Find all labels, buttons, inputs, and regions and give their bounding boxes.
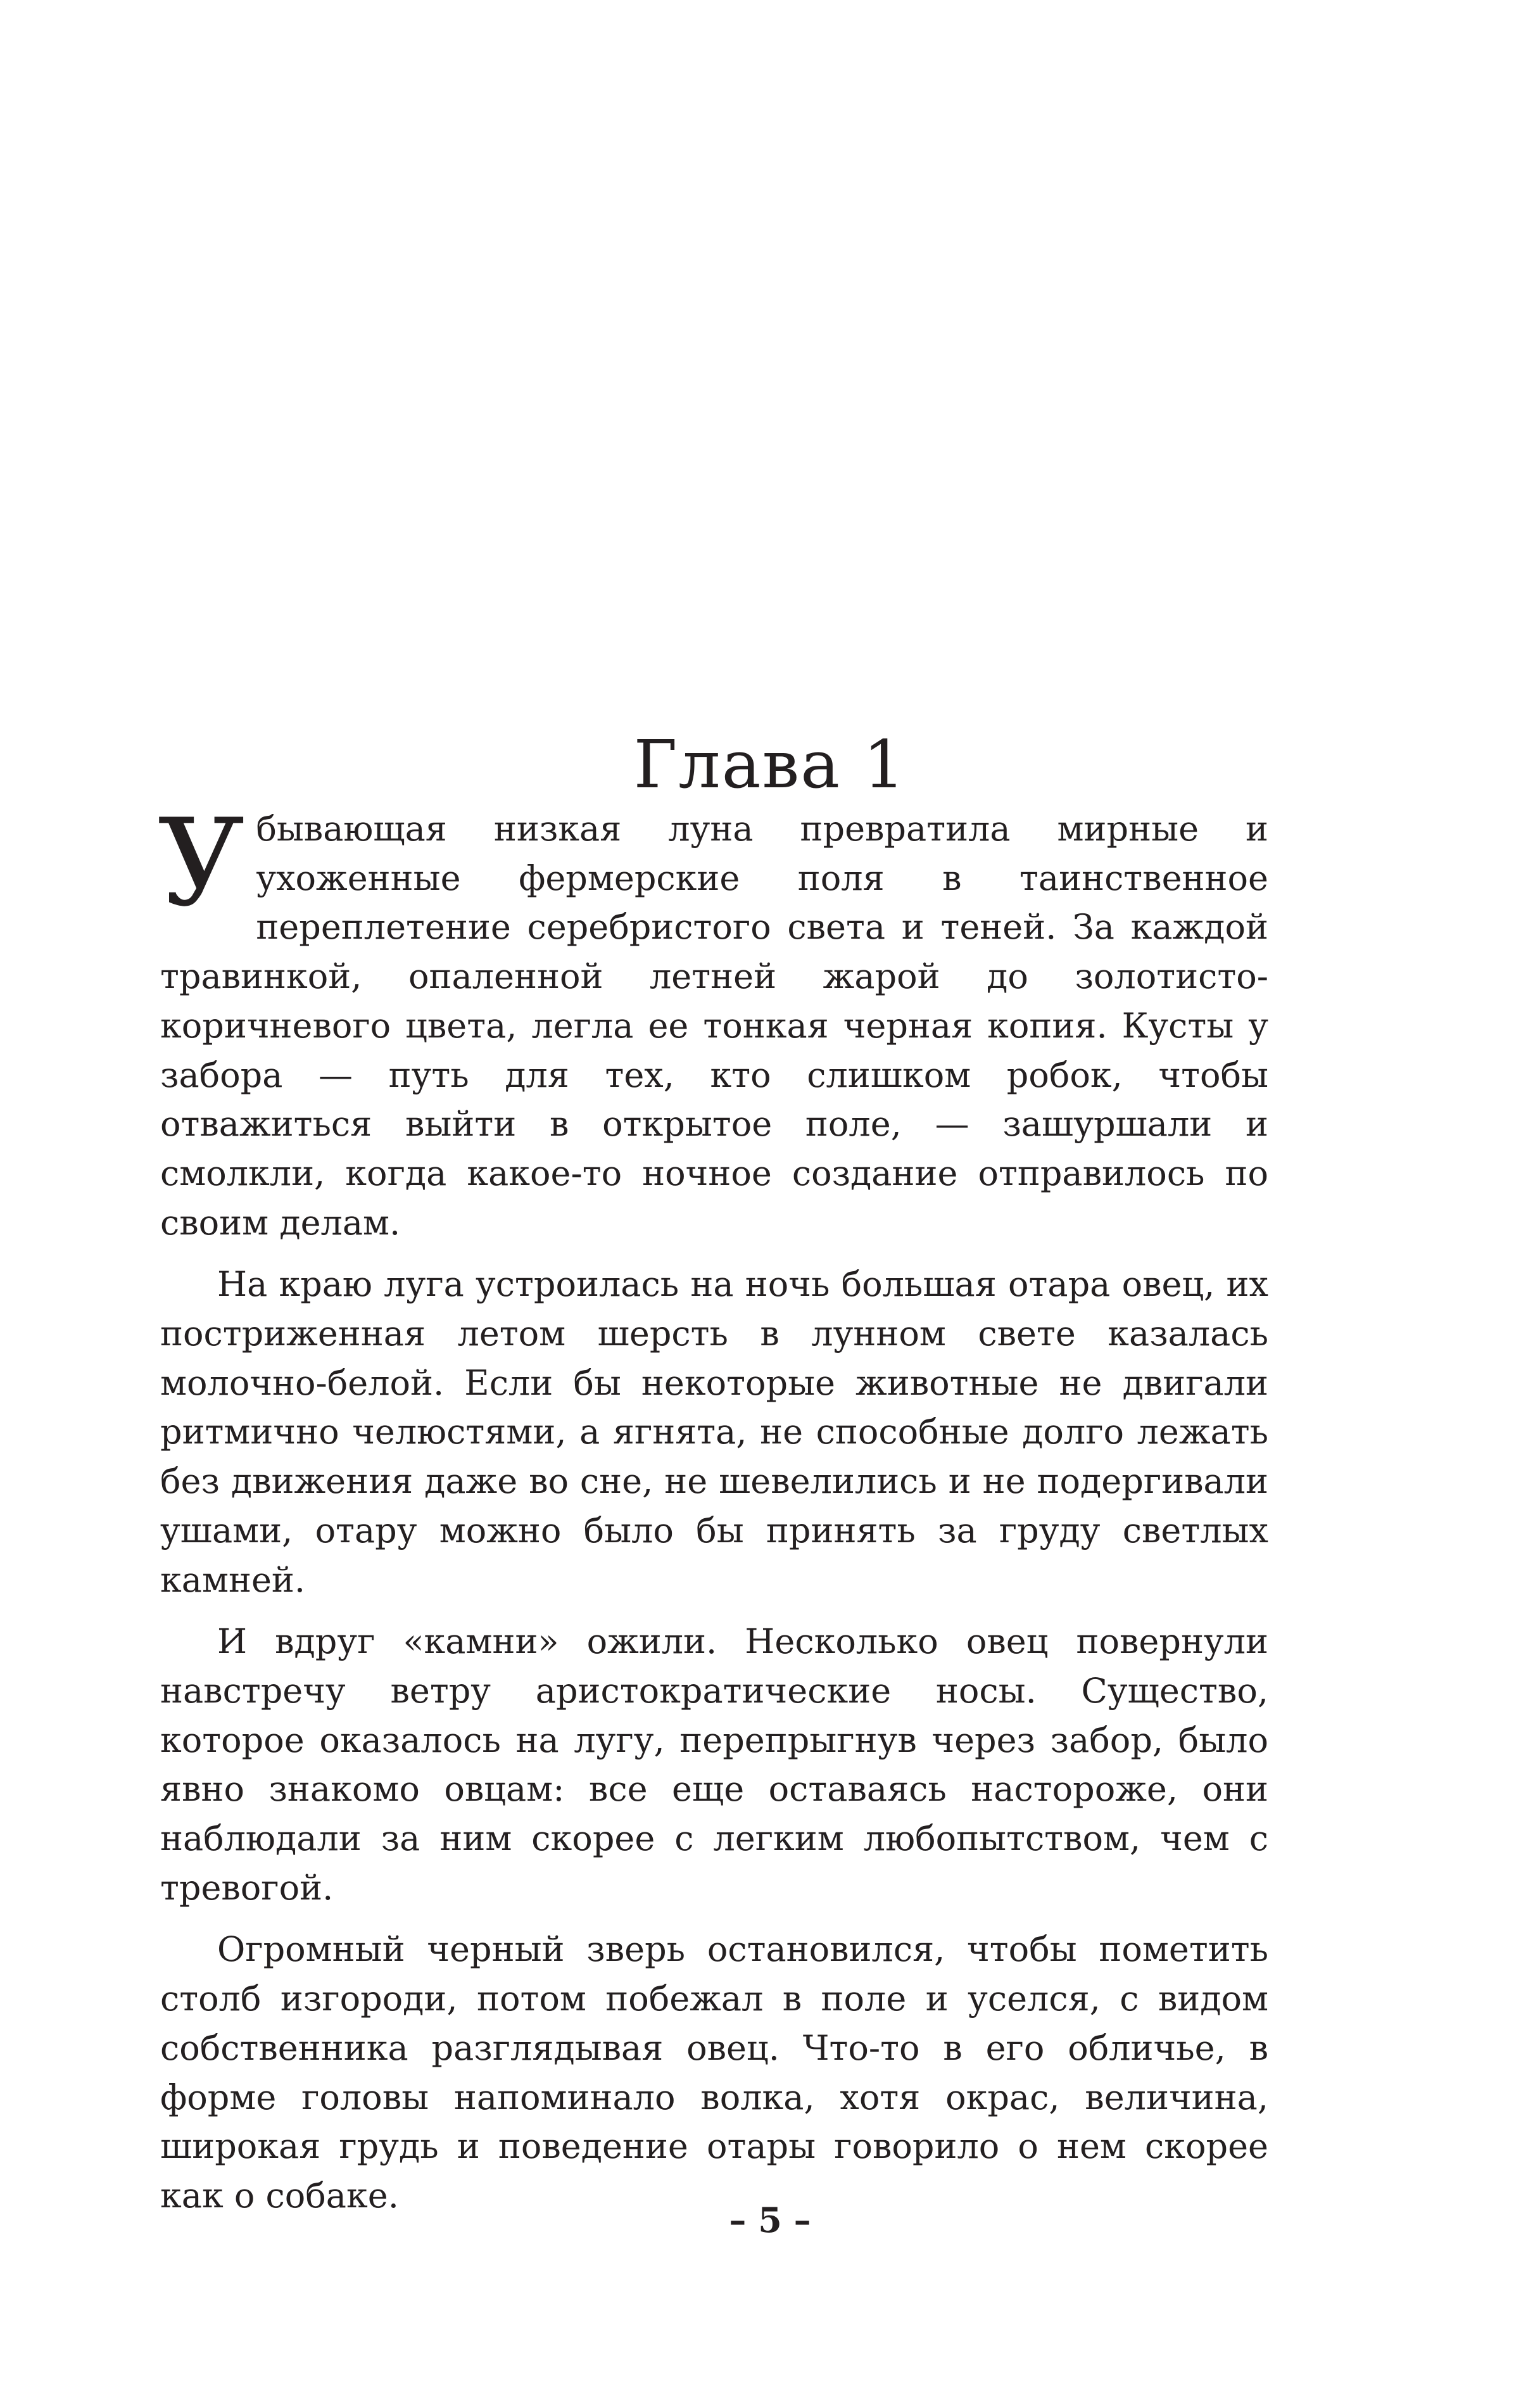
paragraph-2: На краю луга устроилась на ночь большая отара овец, их постриженная летом шерсть в лунном свете казалась молочно-белой. Если бы некоторые животные не двигали ритмично челюстями, а ягнята, не способные долго лежать без движения даже во сне, не шевелились и не подергивали ушами, отару можно было бы принять за груду светлых камней. xyxy=(160,1264,1268,1600)
paragraph-1-text: бывающая низкая луна превратила мирные и ухоженные фермерские поля в таинственное переплетение серебристого света и теней. За каждой травинкой, опаленной летней жарой до золотисто-коричневого цвета, легла ее тонкая черная копия. Кусты у забора — путь для тех, кто слишком робок, чтобы отважиться выйти в открытое поле, — зашуршали и смолкли, когда какое-то ночное создание отправилось по своим делам. xyxy=(160,809,1268,1243)
chapter-title: Глава 1 xyxy=(633,725,907,803)
paragraph-1 xyxy=(158,793,1268,1247)
chapter-body xyxy=(158,793,1268,2221)
page-number: – 5 – xyxy=(729,2200,811,2240)
drop-cap: У xyxy=(158,793,245,933)
paragraph-3: И вдруг «камни» ожили. Несколько овец повернули навстречу ветру аристократические носы. Существо, которое оказалось на лугу, перепрыгнув через забор, было явно знакомо овцам: все еще оставаясь настороже, они наблюдали за ним скорее с легким любопытством, чем с тревогой. xyxy=(160,1621,1268,1908)
paragraph-4: Огромный черный зверь остановился, чтобы пометить столб изгороди, потом побежал в поле и уселся, с видом собственника разглядывая овец. Что-то в его обличье, в форме головы напоминало волка, хотя окрас, величина, широкая грудь и поведение отары говорило о нем скорее как о собаке. xyxy=(160,1929,1268,2216)
